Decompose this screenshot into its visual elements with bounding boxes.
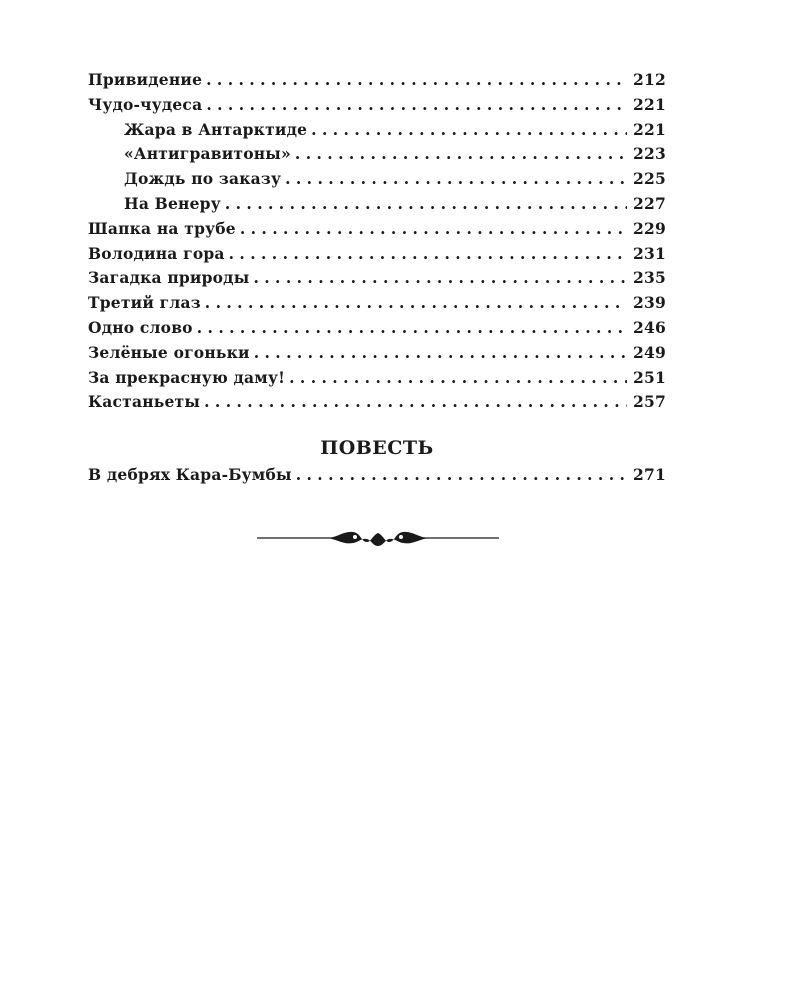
toc-entry (88, 392, 666, 417)
toc-entry-title: За прекрасную даму! (88, 367, 286, 387)
toc-entry-page-number: 231 (633, 243, 666, 263)
toc-entry-title: Зелёные огоньки (88, 342, 250, 362)
toc-entry-page-number: 235 (633, 268, 666, 288)
toc-entry-title: Одно слово (88, 317, 193, 337)
toc-entry-title: Володина гора (88, 243, 225, 263)
toc-entry-page-number: 212 (633, 70, 666, 89)
toc-entry-title: Чудо-чудеса (88, 94, 203, 114)
toc-entry-page-number: 257 (633, 392, 666, 412)
toc-entry (88, 368, 666, 393)
toc-entry (88, 318, 666, 343)
toc-entry (88, 465, 666, 490)
toc-entry-page-number: 227 (633, 193, 666, 213)
toc-entry-title: В дебрях Кара-Бумбы (88, 465, 292, 485)
toc-entry (88, 343, 666, 368)
toc-leader-dots (205, 293, 627, 312)
toc-list (88, 70, 666, 417)
toc-leader-dots (295, 144, 627, 163)
section-heading: ПОВЕСТЬ (320, 437, 434, 460)
toc-entry-page-number: 223 (633, 144, 666, 164)
toc-entry (88, 120, 666, 145)
toc-entry-title: На Венеру (124, 193, 221, 213)
toc-entry (88, 268, 666, 293)
toc-entry-page-number: 251 (633, 367, 666, 387)
toc-leader-dots (253, 268, 627, 287)
toc-entry-title: Кастаньеты (88, 392, 201, 412)
toc-entry (88, 293, 666, 318)
toc-leader-dots (289, 368, 627, 387)
toc-section-list (88, 465, 666, 490)
toc-entry (88, 219, 666, 244)
toc-entry-title: Дождь по заказу (124, 169, 282, 189)
toc-entry-page-number: 271 (633, 465, 666, 485)
toc-leader-dots (254, 343, 627, 362)
toc-leader-dots (197, 318, 627, 337)
toc-entry-page-number: 249 (633, 342, 666, 362)
toc-entry-page-number: 221 (633, 119, 666, 139)
toc-entry-page-number: 246 (633, 317, 666, 337)
toc-leader-dots (225, 194, 627, 213)
toc-leader-dots (206, 70, 627, 89)
toc-entry-title: «Антигравитоны» (124, 144, 291, 164)
toc-entry-title: Шапка на трубе (88, 218, 236, 238)
toc-entry-title: Загадка природы (88, 268, 250, 288)
toc-leader-dots (285, 169, 627, 188)
toc-entry-page-number: 225 (633, 169, 666, 189)
toc-leader-dots (311, 120, 627, 139)
toc-entry (88, 144, 666, 169)
table-of-contents-page (88, 70, 666, 490)
toc-leader-dots (206, 95, 627, 114)
toc-entry-page-number: 239 (633, 293, 666, 313)
toc-entry (88, 244, 666, 269)
toc-entry (88, 95, 666, 120)
toc-leader-dots (296, 465, 627, 484)
toc-leader-dots (204, 392, 627, 411)
toc-leader-dots (240, 219, 627, 238)
toc-entry-title: Привидение (88, 70, 203, 89)
toc-entry (88, 169, 666, 194)
toc-entry-page-number: 229 (633, 218, 666, 238)
toc-leader-dots (229, 244, 627, 263)
toc-entry-title: Жара в Антарктиде (124, 119, 308, 139)
toc-entry-title: Третий глаз (88, 293, 201, 313)
toc-entry (88, 194, 666, 219)
toc-entry-page-number: 221 (633, 94, 666, 114)
ornamental-divider-icon (257, 524, 499, 552)
toc-entry (88, 70, 666, 95)
